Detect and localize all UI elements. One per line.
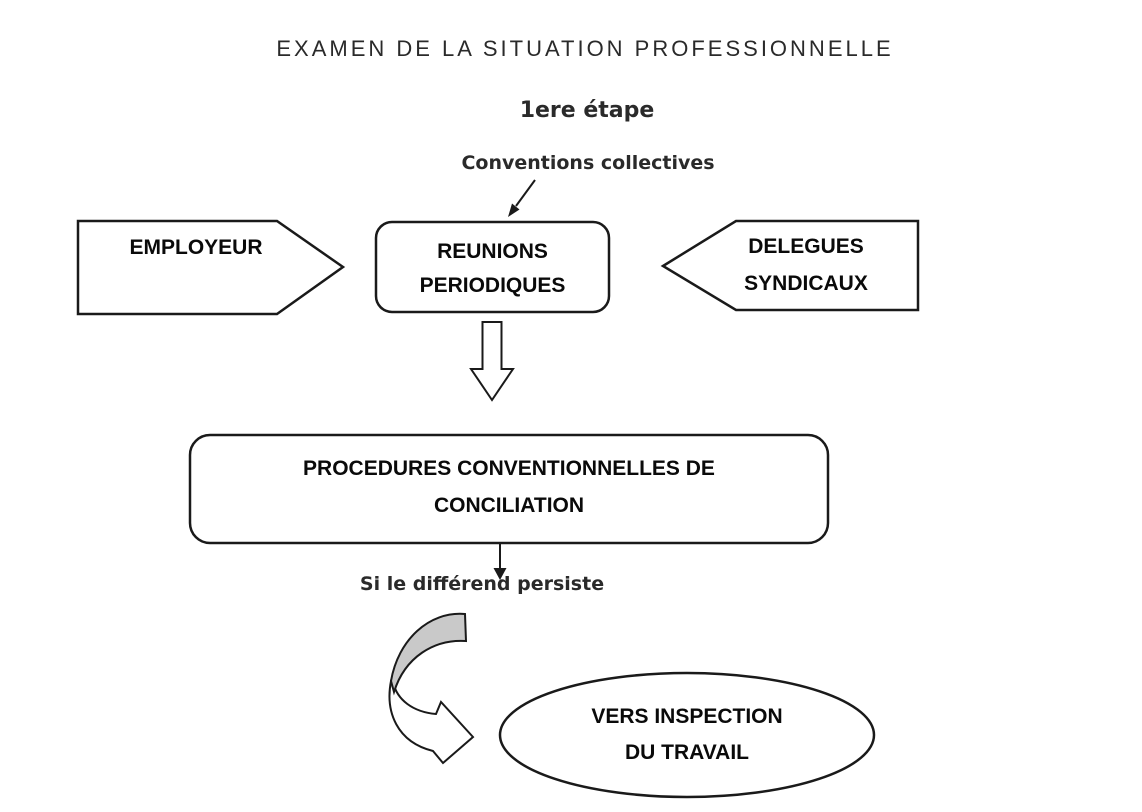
diagram-title: EXAMEN DE LA SITUATION PROFESSIONNELLE (276, 36, 894, 61)
inspection-label-line2: DU TRAVAIL (624, 741, 750, 764)
delegues-label-line1: DELEGUES (748, 235, 864, 258)
down-block-arrow-icon (471, 322, 513, 400)
conventions-arrow-head (508, 204, 520, 218)
conventions-arrow-line (516, 180, 535, 206)
delegues-label-line2: SYNDICAUX (744, 272, 868, 295)
inspection-label (499, 699, 875, 771)
curved-arrow-body (390, 681, 473, 763)
procedures-label-line2: CONCILIATION (433, 494, 585, 517)
step-label: 1ere étape (519, 98, 655, 123)
curved-arrow-icon (390, 614, 473, 763)
delegues-label (696, 228, 916, 302)
conventions-label: Conventions collectives (461, 152, 715, 174)
employeur-label: EMPLOYEUR (129, 236, 263, 259)
condition-label: Si le différend persiste (359, 573, 605, 595)
reunions-label (376, 235, 609, 303)
inspection-label-line1: VERS INSPECTION (591, 705, 783, 728)
reunions-label-line2: PERIODIQUES (419, 274, 566, 297)
conventions-arrow-icon (508, 180, 535, 217)
procedures-label-line1: PROCEDURES CONVENTIONNELLES DE (303, 457, 715, 480)
procedures-label (190, 450, 828, 524)
curved-arrow-gray-segment (391, 614, 466, 692)
reunions-label-line1: REUNIONS (437, 240, 548, 263)
